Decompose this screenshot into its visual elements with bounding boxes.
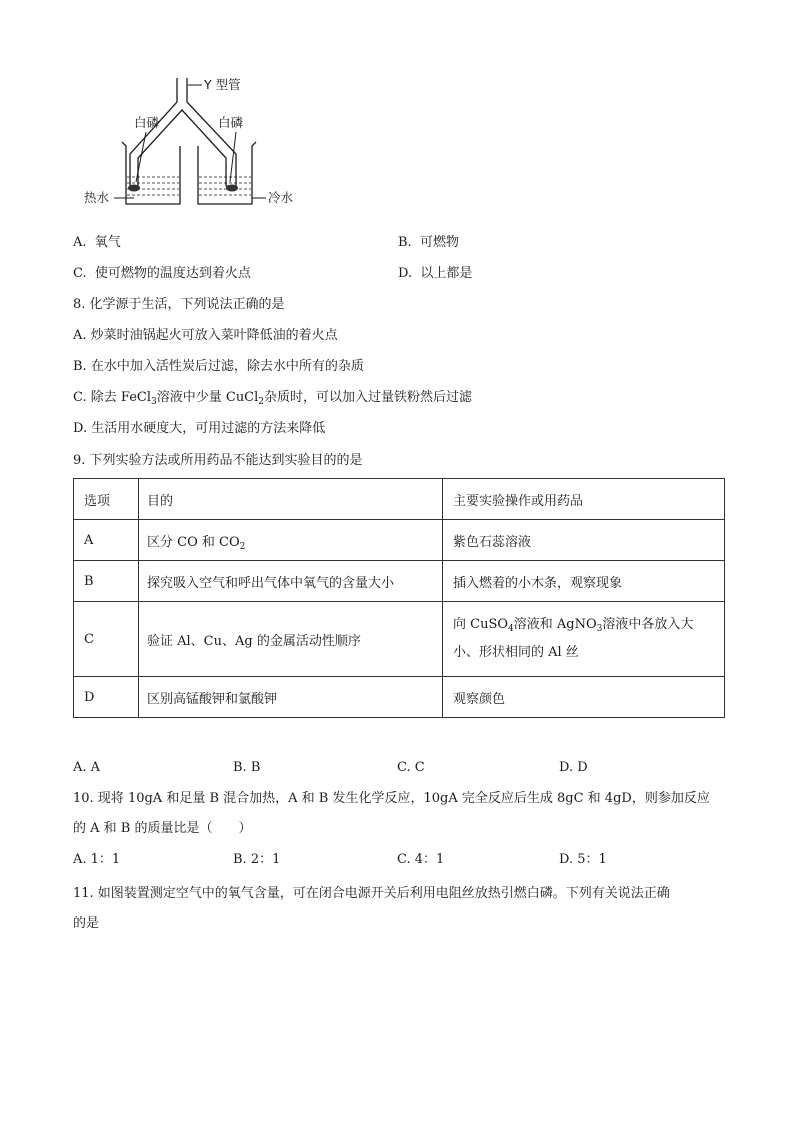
- row-a-method: 紫色石蕊溶液: [443, 520, 725, 561]
- row-b-option: B: [74, 561, 139, 602]
- q9-option-c: C. C: [397, 760, 425, 775]
- header-option: 选项: [74, 479, 139, 520]
- row-d-option: D: [74, 677, 139, 718]
- q10-option-a: A. 1：1: [73, 852, 121, 867]
- row-a-option: A: [74, 520, 139, 561]
- label-cold-water: 冷水: [268, 190, 294, 205]
- table-row: [74, 561, 725, 602]
- q8-stem: 8. 化学源于生活，下列说法正确的是: [73, 297, 285, 312]
- row-c-method: 向 CuSO$_4$溶液和 AgNO$_3$溶液中各放入大 小、形状相同的 Al 丝: [443, 602, 725, 677]
- row-c-option: C: [74, 602, 139, 677]
- header-method: 主要实验操作或用药品: [443, 479, 725, 520]
- q7-option-b: B. 可燃物: [398, 235, 459, 250]
- q10-option-c: C. 4：1: [397, 852, 445, 867]
- q10-option-b: B. 2：1: [233, 852, 281, 867]
- row-b-method: 插入燃着的小木条，观察现象: [443, 561, 725, 602]
- q8-option-b: B. 在水中加入活性炭后过滤，除去水中所有的杂质: [73, 359, 364, 374]
- q7-option-c: C. 使可燃物的温度达到着火点: [73, 266, 251, 281]
- q10-option-d: D. 5：1: [559, 852, 607, 867]
- label-hot-water: 热水: [84, 190, 110, 205]
- q9-option-a: A. A: [73, 760, 101, 775]
- row-d-purpose: 区别高锰酸钾和氯酸钾: [139, 677, 443, 718]
- row-d-method: 观察颜色: [443, 677, 725, 718]
- q8-option-a: A. 炒菜时油锅起火可放入菜叶降低油的着火点: [73, 328, 338, 343]
- label-y-tube: Y 型管: [204, 77, 241, 92]
- q7-option-d: D. 以上都是: [398, 266, 473, 281]
- table-header-row: [74, 479, 725, 520]
- q9-option-b: B. B: [233, 760, 261, 775]
- q9-option-d: D. D: [559, 760, 588, 775]
- q9-stem: 9. 下列实验方法或所用药品不能达到实验目的的是: [73, 453, 363, 468]
- y-tube-experiment-figure: [80, 74, 310, 214]
- q8-option-d: D. 生活用水硬度大，可用过滤的方法来降低: [73, 421, 326, 436]
- q7-option-a: A. 氧气: [73, 235, 121, 250]
- table-row: [74, 520, 725, 561]
- header-purpose: 目的: [139, 479, 443, 520]
- experiment-table: [73, 478, 725, 718]
- q10-stem-line1: 10. 现将 10gA 和足量 B 混合加热，A 和 B 发生化学反应，10gA 完全反应后生成 8gC 和 4gD，则参加反应: [73, 791, 710, 806]
- q11-stem-line2: 的是: [73, 916, 100, 931]
- label-white-phosphorus-left: 白磷: [134, 115, 160, 130]
- q10-stem-line2: 的 A 和 B 的质量比是（ ）: [73, 821, 252, 836]
- label-white-phosphorus-right: 白磷: [218, 115, 244, 130]
- table-row: [74, 602, 725, 677]
- row-b-purpose: 探究吸入空气和呼出气体中氧气的含量大小: [139, 561, 443, 602]
- table-row: [74, 677, 725, 718]
- row-c-purpose: 验证 Al、Cu、Ag 的金属活动性顺序: [139, 602, 443, 677]
- q11-stem-line1: 11. 如图装置测定空气中的氧气含量，可在闭合电源开关后利用电阻丝放热引燃白磷。下列有关说法正确: [73, 886, 670, 901]
- q8-option-c: C. 除去 FeCl$_3$溶液中少量 CuCl$_2$杂质时，可以加入过量铁粉然后过滤: [73, 390, 473, 407]
- row-a-purpose: 区分 CO 和 $CO_2$: [139, 520, 443, 561]
